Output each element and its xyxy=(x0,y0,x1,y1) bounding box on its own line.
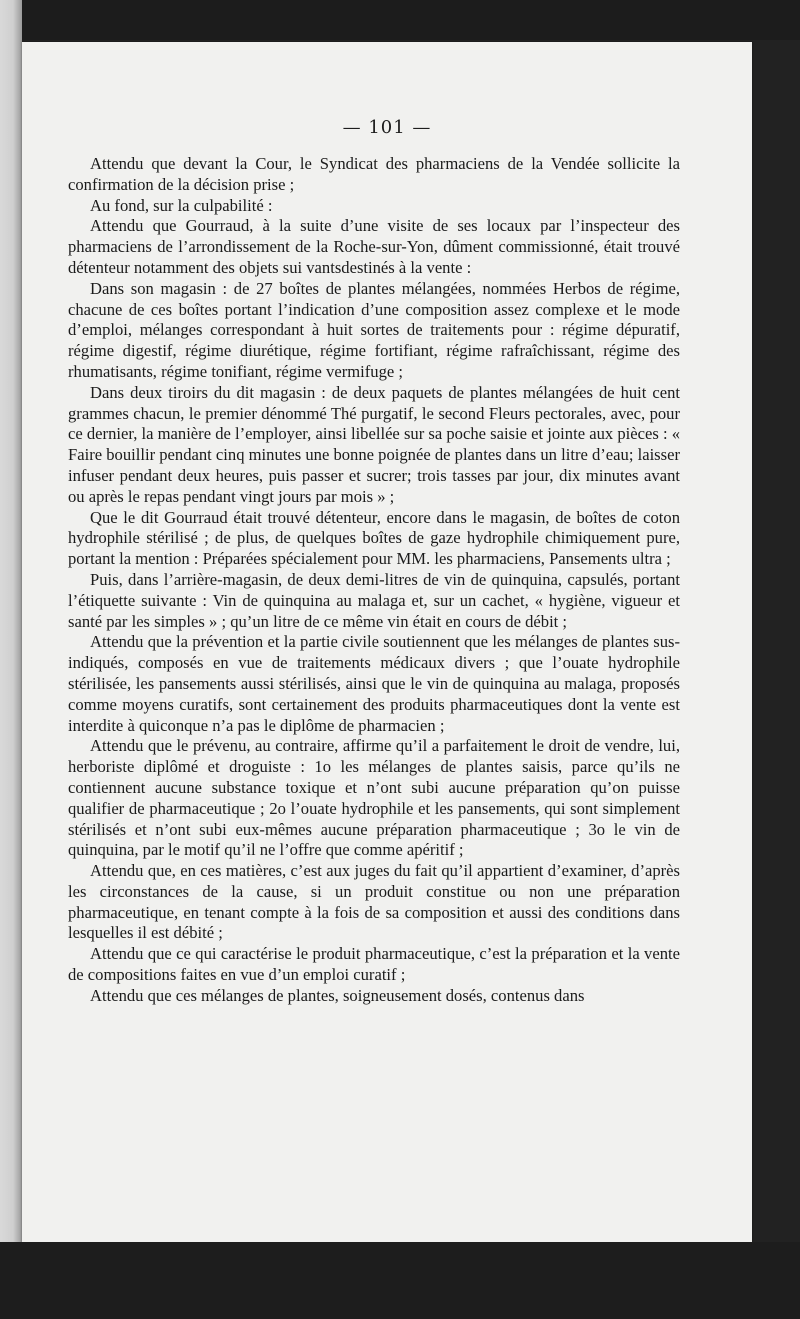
body-text xyxy=(68,154,680,1007)
paragraph: Attendu que ces mélanges de plantes, soigneusement dosés, contenus dans xyxy=(90,985,585,1005)
paragraph: Attendu que le prévenu, au contraire, affirme qu’il a parfaitement le droit de vendre, lui, herboriste diplômé et droguiste : 1o les mélanges de plantes saisis, parce qu’ils ne contiennent aucune substance toxique et n’ont subi aucune préparation qu’on puisse qualifier de pharmaceutique ; 2o l’ouate hydrophile et les pansements, qui sont simplement stérilisés et n’ont subi eux-mêmes aucune préparation pharmaceutique ; 3o le vin de quinquina, par le motif qu’il ne l’offre que comme apéritif ; xyxy=(68,736,680,860)
scan-bottom-edge xyxy=(0,1242,800,1319)
paragraph: Attendu que devant la Cour, le Syndicat des pharmaciens de la Vendée sollicite la confirmation de la décision prise ; xyxy=(68,154,680,194)
paragraph: Dans son magasin : de 27 boîtes de plantes mélangées, nommées Herbos de régime, chacune de ces boîtes portant l’indication d’une composition assez complexe et le mode d’emploi, mélanges correspondant à huit sortes de traitements pour : régime dépuratif, régime digestif, régime diurétique, régime fortifiant, régime rafraîchissant, régime des rhumatisants, régime tonifiant, régime vermifuge ; xyxy=(68,278,680,381)
paragraph: Attendu que, en ces matières, c’est aux juges du fait qu’il appartient d’examiner, d’après les circonstances de la cause, si un produit constitue ou non une préparation pharmaceutique, en tenant compte à la fois de sa composition et aussi des conditions dans lesquelles il est débité ; xyxy=(68,861,680,943)
paragraph: Au fond, sur la culpabilité : xyxy=(90,195,273,215)
book-page xyxy=(22,42,752,1242)
paragraph: Attendu que Gourraud, à la suite d’une visite de ses locaux par l’inspecteur des pharmaciens de l’arrondissement de la Roche-sur-Yon, dûment commissionné, était trouvé détenteur notamment des objets sui vantsdestinés à la vente : xyxy=(68,216,680,277)
paragraph: Attendu que la prévention et la partie civile soutiennent que les mélanges de plantes sus-indiqués, composés en vue de traitements médicaux divers ; que l’ouate hydrophile stérilisée, les pansements aussi stérilisés, ainsi que le vin de quinquina au malaga, proposés comme moyens curatifs, sont certainement des produits pharmaceutiques dont la vente est interdite à quiconque n’a pas le diplôme de pharmacien ; xyxy=(68,632,680,735)
paragraph: Attendu que ce qui caractérise le produit pharmaceutique, c’est la préparation et la vente de compositions faites en vue d’un emploi curatif ; xyxy=(68,944,680,985)
paragraph: Dans deux tiroirs du dit magasin : de deux paquets de plantes mélangées de huit cent grammes chacun, le premier dénommé Thé purgatif, le second Fleurs pectorales, avec, pour ce dernier, la manière de l’employer, ainsi libellée sur sa poche saisie et jointe aux pièces : « Faire bouillir pendant cinq minutes une bonne poignée de plantes dans un litre d’eau; laisser infuser pendant deux heures, puis passer et sucrer; trois tasses par jour, dix minutes avant ou après le repas pendant vingt jours par mois » ; xyxy=(68,382,680,506)
scan-top-edge xyxy=(0,0,800,40)
paragraph: Puis, dans l’arrière-magasin, de deux demi-litres de vin de quinquina, capsulés, portant l’étiquette suivante : Vin de quinquina au malaga et, sur un cachet, « hygiène, vigueur et santé par les simples » ; qu’un litre de ce même vin était en cours de débit ; xyxy=(68,569,680,631)
paragraph: Que le dit Gourraud était trouvé détenteur, encore dans le magasin, de boîtes de coton hydrophile stérilisé ; de plus, de quelques boîtes de gaze hydrophile chimiquement pure, portant la mention : Préparées spécialement pour MM. les pharmaciens, Pansements ultra ; xyxy=(68,507,680,569)
page-number: — 101 — xyxy=(342,117,432,138)
binding-edge xyxy=(0,0,22,1319)
